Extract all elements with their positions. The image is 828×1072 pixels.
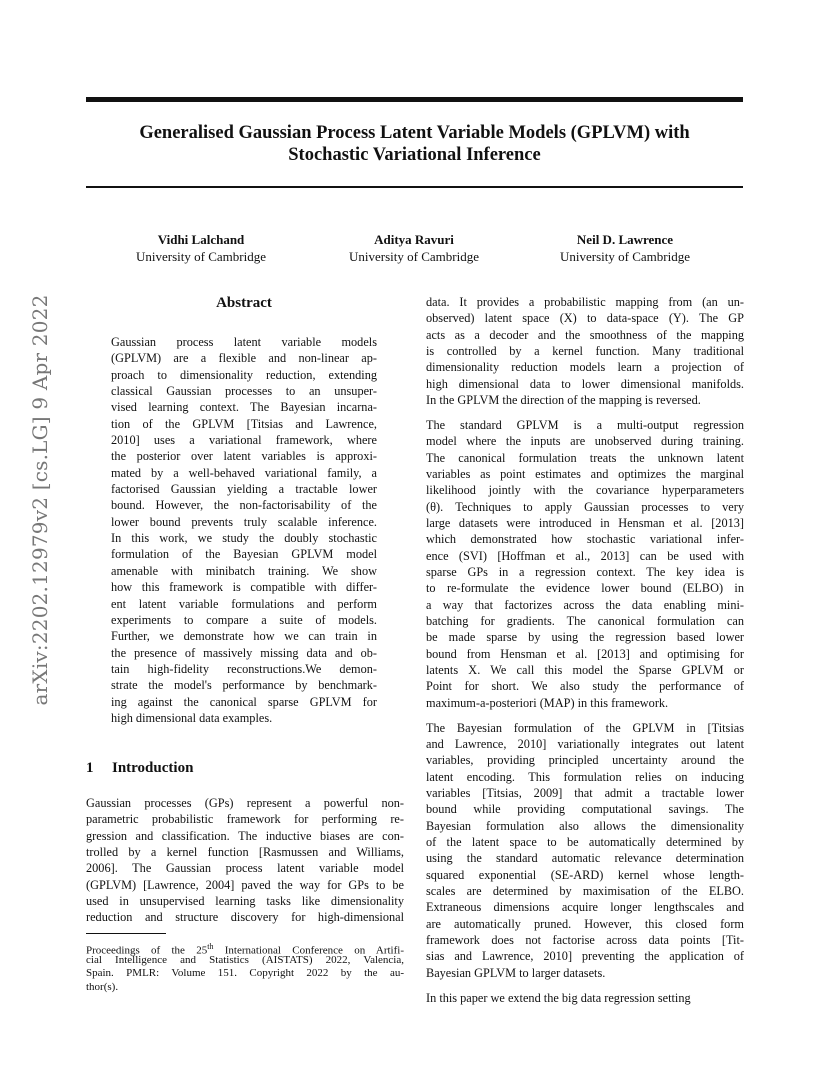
paragraph <box>426 417 744 711</box>
text-line: The standard GPLVM is a multi-output regression <box>426 417 744 432</box>
section-title: Introduction <box>112 760 194 776</box>
author-name: Aditya Ravuri <box>374 232 454 247</box>
text-line: experiments to compare a suite of models. <box>111 612 377 627</box>
text-line: Further, we demonstrate how we can train in <box>111 629 377 644</box>
text-line: sparse GPs in a regression context. The key idea is <box>426 565 744 579</box>
text-line: In this paper we extend the big data regression setting <box>426 990 691 1005</box>
paragraph <box>426 720 744 982</box>
text-line: amenable with minibatch training. We show <box>111 563 377 578</box>
footnote-text: Proceedings of the 25 <box>86 944 208 957</box>
text-line: how this framework is compatible with differ- <box>111 580 377 595</box>
title-rule-bottom <box>86 186 743 188</box>
text-line: trolled by a kernel function [Rasmussen and Williams, <box>86 845 404 860</box>
text-line: and Lawrence, 2010] variationally integrates out latent <box>426 736 744 751</box>
text-line: data. It provides a probabilistic mapping from (an un- <box>426 295 744 309</box>
footnote-rule <box>86 933 166 934</box>
text-line: 2010] uses a variational framework, where <box>111 433 377 448</box>
paper-title <box>86 122 743 166</box>
text-line: framework does not factorise across data points [Tit- <box>426 933 744 948</box>
text-line: tion of the GPLVM [Titsias and Lawrence, <box>111 416 377 431</box>
text-line: a way that factorizes across the data enabling mini- <box>426 597 744 612</box>
text-line: used in unsupervised learning tasks like dimensionality <box>86 894 404 909</box>
footnote-line: Spain. PMLR: Volume 151. Copyright 2022 by the au- <box>86 967 404 980</box>
text-line: strate the model's performance by benchmark- <box>111 678 377 693</box>
text-line: ent latent variable formulations and perform <box>111 596 377 611</box>
title-rule-top <box>86 97 743 102</box>
author-name: Neil D. Lawrence <box>576 232 674 247</box>
footnote-text: International Conference on Artifi- <box>213 944 404 957</box>
text-line: In the GPLVM the direction of the mapping is reversed. <box>426 393 701 408</box>
text-line: Bayesian GPLVM to larger datasets. <box>426 965 606 980</box>
text-line: (GPLVM) [Lawrence, 2004] paved the way for GPs to be <box>86 877 404 892</box>
text-line: The Bayesian formulation of the GPLVM in [Titsias <box>426 720 744 735</box>
text-line: batching for gradients. The canonical formulation can <box>426 614 744 629</box>
text-line: which demonstrated how stochastic variational infer- <box>426 532 744 547</box>
text-line: acts as a decoder and the smoothness of the mapping <box>426 327 744 342</box>
text-line: vised learning context. The Bayesian incarna- <box>111 400 377 415</box>
arxiv-identifier: arXiv:2202.12979v2 [cs.LG] 9 Apr 2022 <box>28 294 52 706</box>
paragraph <box>426 294 744 408</box>
footnote-line: thor(s). <box>86 980 119 993</box>
author-block <box>515 231 735 265</box>
text-line: Point for short. We also study the performance of <box>426 679 744 694</box>
text-line: large datasets were introduced in Hensman et al. [2013] <box>426 515 744 530</box>
author-block <box>91 231 311 265</box>
text-line: The canonical formulation treats the unknown latent <box>426 450 744 465</box>
text-line: mated by a well-behaved variational family, a <box>111 465 377 480</box>
text-line: variables as point estimates and optimizes the marginal <box>426 466 744 481</box>
author-affiliation: University of Cambridge <box>560 249 690 264</box>
text-line: 2006]. The Gaussian process latent variable model <box>86 861 404 876</box>
text-line: be made sparse by using the regression based lower <box>426 630 744 645</box>
text-line: Bayesian formulation also allows the dimensionality <box>426 818 744 833</box>
right-column <box>426 294 744 1014</box>
text-line: ence (SVI) [Hoffman et al., 2013] can be used with <box>426 548 744 563</box>
abstract-heading: Abstract <box>216 295 272 311</box>
text-line: likelihood jointly with the covariance hyperparameters <box>426 483 744 498</box>
text-line: model where the inputs are unobserved during training. <box>426 434 744 449</box>
text-line: tain high-fidelity reconstructions.We demon- <box>111 661 377 676</box>
author-block <box>304 231 524 265</box>
author-affiliation: University of Cambridge <box>349 249 479 264</box>
section-heading-introduction <box>86 759 404 777</box>
text-line: are automatically pruned. However, this closed form <box>426 916 744 931</box>
text-line: formulation of the Bayesian GPLVM model <box>111 547 377 562</box>
text-line: (GPLVM) are a flexible and non-linear ap- <box>111 351 377 366</box>
title-line: Stochastic Variational Inference <box>288 145 541 165</box>
footnote <box>86 940 404 994</box>
introduction-body <box>86 795 404 926</box>
text-line: the presence of massively missing data and ob- <box>111 645 377 660</box>
text-line: In this work, we study the doubly stochastic <box>111 531 377 546</box>
footnote-superscript: th <box>207 942 214 951</box>
text-line: variables, providing principled uncertainty around the <box>426 753 744 768</box>
text-line: latent encoding. This formulation relies on inducing <box>426 769 744 784</box>
text-line: Gaussian processes (GPs) represent a powerful non- <box>86 796 404 810</box>
footnote-line: cial Intelligence and Statistics (AISTATS) 2022, Valencia, <box>86 953 404 966</box>
text-line: high dimensional data examples. <box>111 710 273 725</box>
text-line: ing against the canonical sparse GPLVM for <box>111 694 377 709</box>
text-line: maximum-a-posteriori (MAP) in this framework. <box>426 695 669 710</box>
text-line: gression and classification. The inductive biases are con- <box>86 828 404 843</box>
text-line: is controlled by a kernel function. Many traditional <box>426 344 744 359</box>
text-line: sias and Lawrence, 2010] preventing the application of <box>426 949 744 964</box>
text-line: proach to dimensionality reduction, extending <box>111 367 377 382</box>
text-line: using the standard automatic relevance determination <box>426 851 744 866</box>
text-line: (θ). Techniques to apply Gaussian processes to very <box>426 499 744 514</box>
abstract-body <box>111 334 377 726</box>
text-line: bound from Hensman et al. [2013] and optimising for <box>426 646 744 661</box>
paragraph <box>426 990 744 1006</box>
footnote-line <box>86 940 404 957</box>
author-name: Vidhi Lalchand <box>157 232 245 247</box>
text-line: observed) latent space (X) to data-space (Y). The GP <box>426 311 744 326</box>
text-line: dimensionality reduction models learn a projection of <box>426 360 744 375</box>
text-line: reduction and structure discovery for high-dimensional <box>86 910 404 925</box>
title-line: Generalised Gaussian Process Latent Variable Models (GPLVM) with <box>139 123 690 143</box>
text-line: of the latent space to be automatically determined by <box>426 835 744 849</box>
text-line: to re-formulate the evidence lower bound (ELBO) in <box>426 581 744 596</box>
text-line: parametric probabilistic framework for performing re- <box>86 812 404 827</box>
text-line: Extraneous dimensions acquire longer lengthscales and <box>426 900 744 915</box>
section-number: 1 <box>86 760 94 776</box>
text-line: scales are determined by maximisation of the ELBO. <box>426 884 744 899</box>
text-line: Gaussian process latent variable models <box>111 335 377 349</box>
text-line: variables [Titsias, 2009] that admit a tractable lower <box>426 785 744 800</box>
text-line: the posterior over latent variables is approxi- <box>111 449 377 464</box>
text-line: classical Gaussian processes to an unsuper- <box>111 384 377 399</box>
text-line: bound. However, the non-factorisability of the <box>111 498 377 513</box>
text-line: lower bound prevents truly scalable inference. <box>111 514 377 529</box>
text-line: factorised Gaussian yielding a tractable lower <box>111 482 377 497</box>
text-line: squared exponential (SE-ARD) kernel whose length- <box>426 867 744 882</box>
text-line: bound while providing computational savings. The <box>426 802 744 817</box>
author-affiliation: University of Cambridge <box>136 249 266 264</box>
text-line: high dimensional data to lower dimensional manifolds. <box>426 376 744 391</box>
text-line: latents X. We call this model the Sparse GPLVM or <box>426 663 744 678</box>
